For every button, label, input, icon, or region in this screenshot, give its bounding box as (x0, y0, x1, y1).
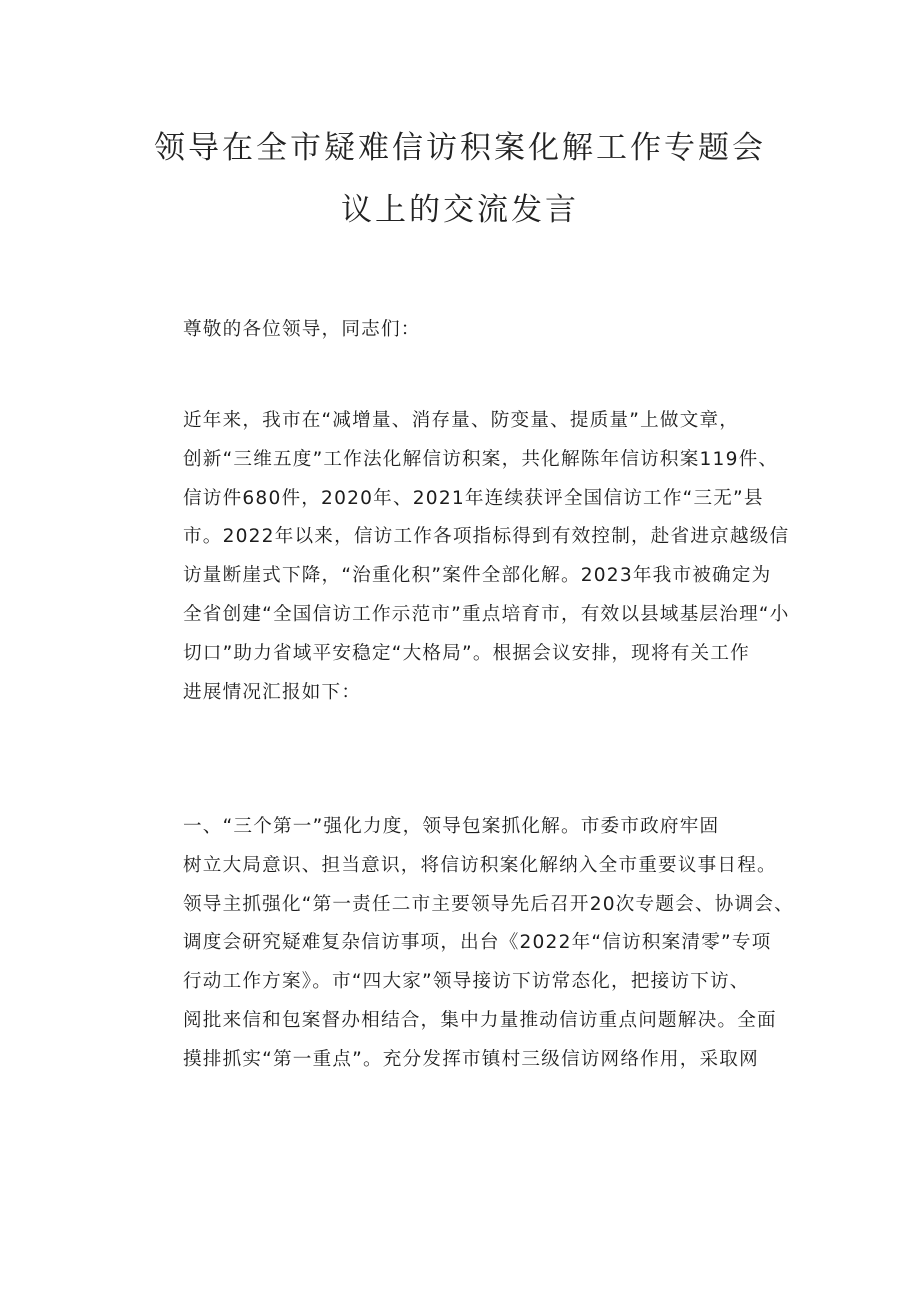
paragraph-line: 访量断崖式下降，“治重化积”案件全部化解。2023年我市被确定为 (183, 565, 772, 587)
document-title (120, 117, 800, 241)
paragraph-line: 信访件680件，2020年、2021年连续获评全国信访工作“三无”县 (183, 487, 764, 509)
paragraph-line: 阅批来信和包案督办相结合，集中力量推动信访重点问题解决。全面 (183, 1009, 777, 1031)
title-line-1: 领导在全市疑难信访积案化解工作专题会 (154, 130, 766, 166)
paragraph-intro (137, 402, 789, 712)
paragraph-section-one (137, 808, 794, 1080)
paragraph-line: 市。2022年以来，信访工作各项指标得到有效控制，赴省进京越级信 (183, 526, 790, 548)
paragraph-line: 调度会研究疑难复杂信访事项，出台《2022年“信访积案清零”专项 (183, 932, 772, 954)
paragraph-line: 全省创建“全国信访工作示范市”重点培育市，有效以县域基层治理“小 (183, 603, 790, 625)
paragraph-line: 切口”助力省域平安稳定“大格局”。根据会议安排，现将有关工作 (183, 642, 750, 664)
paragraph-line: 摸排抓实“第一重点”。充分发挥市镇村三级信访网络作用，采取网 (183, 1048, 759, 1070)
paragraph-line: 创新“三维五度”工作法化解信访积案，共化解陈年信访积案119件、 (183, 448, 779, 470)
paragraph-line: 行动工作方案》。市“四大家”领导接访下访常态化，把接访下访、 (183, 971, 750, 993)
paragraph-line: 一、“三个第一”强化力度，领导包案抓化解。市委市政府牢固 (183, 816, 720, 837)
paragraph-line: 进展情况汇报如下： (183, 681, 362, 703)
greeting: 尊敬的各位领导，同志们： (183, 319, 421, 340)
title-line-2: 议上的交流发言 (341, 192, 579, 228)
paragraph-line: 领导主抓强化“第一责任二市主要领导先后召开20次专题会、协调会、 (183, 893, 794, 915)
paragraph-line: 树立大局意识、担当意识，将信访积案化解纳入全市重要议事日程。 (183, 854, 777, 876)
paragraph-line: 近年来，我市在“减增量、消存量、防变量、提质量”上做文章， (183, 410, 740, 431)
